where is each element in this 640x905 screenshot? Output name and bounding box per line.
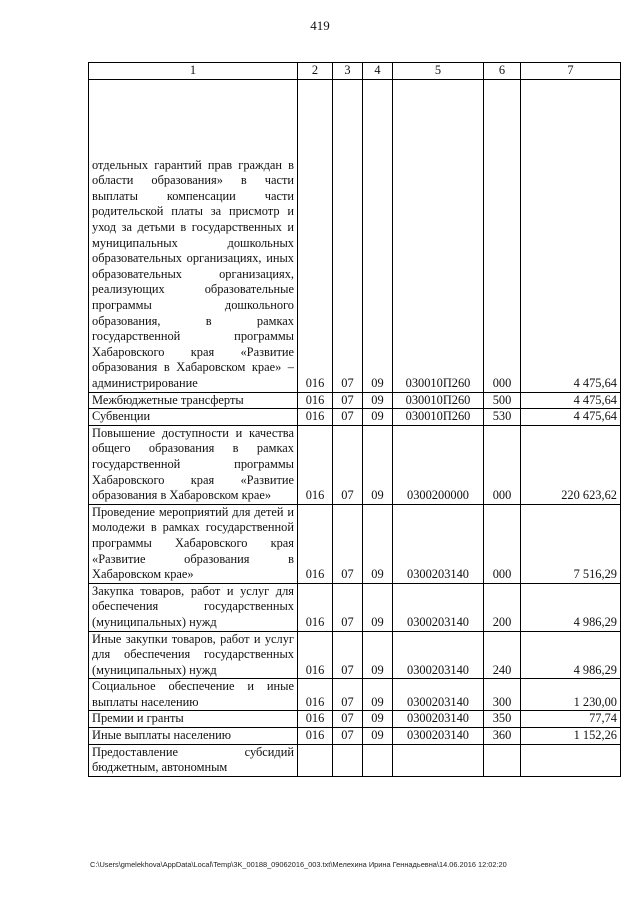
row-vr: 240 — [484, 631, 521, 679]
table-row — [89, 744, 621, 776]
row-pr: 09 — [363, 711, 393, 728]
table-row — [89, 392, 621, 409]
header-col-3: 3 — [333, 63, 363, 80]
row-pr: 09 — [363, 504, 393, 583]
row-grbs: 016 — [298, 79, 333, 392]
row-vr: 350 — [484, 711, 521, 728]
row-grbs: 016 — [298, 728, 333, 745]
header-col-2: 2 — [298, 63, 333, 80]
header-col-1: 1 — [89, 63, 298, 80]
row-sum: 4 475,64 — [521, 392, 621, 409]
row-rz: 07 — [333, 392, 363, 409]
row-name: Повышение доступности и качества общего образования в рамках государственной программы Хабаровского края «Развитие образования в Хабаровском крае» — [89, 425, 298, 504]
row-sum: 4 475,64 — [521, 79, 621, 392]
row-name: отдельных гарантий прав граждан в области образования» в части выплаты компенсации части родительской платы за присмотр и уход за детьми в государственных и муниципальных дошкольных образовательных организациях, иных образовательных организациях, реализующих образовательные программы дошкольного образования, в рамках государственной программы Хабаровского края «Развитие образования в Хабаровском крае» – администрирование — [89, 79, 298, 392]
row-csr: 0300203140 — [393, 711, 484, 728]
row-pr: 09 — [363, 409, 393, 426]
row-sum: 7 516,29 — [521, 504, 621, 583]
row-vr: 000 — [484, 425, 521, 504]
row-rz: 07 — [333, 504, 363, 583]
row-sum: 4 986,29 — [521, 583, 621, 631]
table-row — [89, 409, 621, 426]
row-name: Иные выплаты населению — [89, 728, 298, 745]
table-row — [89, 711, 621, 728]
row-rz: 07 — [333, 711, 363, 728]
row-rz: 07 — [333, 679, 363, 711]
row-pr — [363, 744, 393, 776]
row-name: Проведение мероприятий для детей и молодежи в рамках государственной программы Хабаровского края «Развитие образования в Хабаровском крае» — [89, 504, 298, 583]
row-grbs: 016 — [298, 679, 333, 711]
page-number: 419 — [310, 18, 330, 33]
row-grbs: 016 — [298, 583, 333, 631]
row-name: Субвенции — [89, 409, 298, 426]
row-csr: 0300203140 — [393, 504, 484, 583]
row-vr: 200 — [484, 583, 521, 631]
row-rz: 07 — [333, 409, 363, 426]
row-pr: 09 — [363, 631, 393, 679]
header-row — [89, 63, 621, 80]
table-row — [89, 583, 621, 631]
table-row — [89, 504, 621, 583]
row-csr: 0300203140 — [393, 728, 484, 745]
row-vr: 500 — [484, 392, 521, 409]
row-grbs: 016 — [298, 504, 333, 583]
row-csr: 030010П260 — [393, 79, 484, 392]
row-name: Межбюджетные трансферты — [89, 392, 298, 409]
row-pr: 09 — [363, 728, 393, 745]
row-sum — [521, 744, 621, 776]
table-row — [89, 79, 621, 392]
table-row — [89, 631, 621, 679]
row-rz: 07 — [333, 583, 363, 631]
row-sum: 1 152,26 — [521, 728, 621, 745]
row-name: Иные закупки товаров, работ и услуг для обеспечения государственных (муниципальных) нужд — [89, 631, 298, 679]
row-vr: 000 — [484, 504, 521, 583]
row-csr — [393, 744, 484, 776]
row-name: Закупка товаров, работ и услуг для обеспечения государственных (муниципальных) нужд — [89, 583, 298, 631]
header-col-6: 6 — [484, 63, 521, 80]
header-col-7: 7 — [521, 63, 621, 80]
row-grbs: 016 — [298, 409, 333, 426]
row-sum: 4 986,29 — [521, 631, 621, 679]
row-csr: 0300200000 — [393, 425, 484, 504]
row-pr: 09 — [363, 79, 393, 392]
row-grbs: 016 — [298, 711, 333, 728]
row-pr: 09 — [363, 392, 393, 409]
row-vr: 530 — [484, 409, 521, 426]
row-vr: 360 — [484, 728, 521, 745]
row-grbs: 016 — [298, 392, 333, 409]
row-rz — [333, 744, 363, 776]
header-col-5: 5 — [393, 63, 484, 80]
row-csr: 0300203140 — [393, 583, 484, 631]
row-rz: 07 — [333, 631, 363, 679]
row-pr: 09 — [363, 679, 393, 711]
row-sum: 1 230,00 — [521, 679, 621, 711]
row-rz: 07 — [333, 79, 363, 392]
row-grbs: 016 — [298, 425, 333, 504]
row-csr: 030010П260 — [393, 392, 484, 409]
row-name: Предоставление субсидий бюджетным, автономным — [89, 744, 298, 776]
row-pr: 09 — [363, 425, 393, 504]
row-name: Премии и гранты — [89, 711, 298, 728]
row-pr: 09 — [363, 583, 393, 631]
row-grbs: 016 — [298, 631, 333, 679]
header-col-4: 4 — [363, 63, 393, 80]
row-csr: 030010П260 — [393, 409, 484, 426]
row-rz: 07 — [333, 425, 363, 504]
row-sum: 77,74 — [521, 711, 621, 728]
row-sum: 4 475,64 — [521, 409, 621, 426]
row-csr: 0300203140 — [393, 631, 484, 679]
table-row — [89, 728, 621, 745]
row-rz: 07 — [333, 728, 363, 745]
row-name: Социальное обеспечение и иные выплаты населению — [89, 679, 298, 711]
budget-table — [88, 62, 621, 777]
row-csr: 0300203140 — [393, 679, 484, 711]
row-sum: 220 623,62 — [521, 425, 621, 504]
footer-file-path: C:\Users\gmelekhova\AppData\Local\Temp\3K_00188_09062016_003.txt\Мелехина Ирина Геннадьевна\14.06.2016 12:02:20 — [90, 860, 507, 869]
row-grbs — [298, 744, 333, 776]
row-vr: 300 — [484, 679, 521, 711]
table-row — [89, 679, 621, 711]
table-row — [89, 425, 621, 504]
row-vr — [484, 744, 521, 776]
row-vr: 000 — [484, 79, 521, 392]
